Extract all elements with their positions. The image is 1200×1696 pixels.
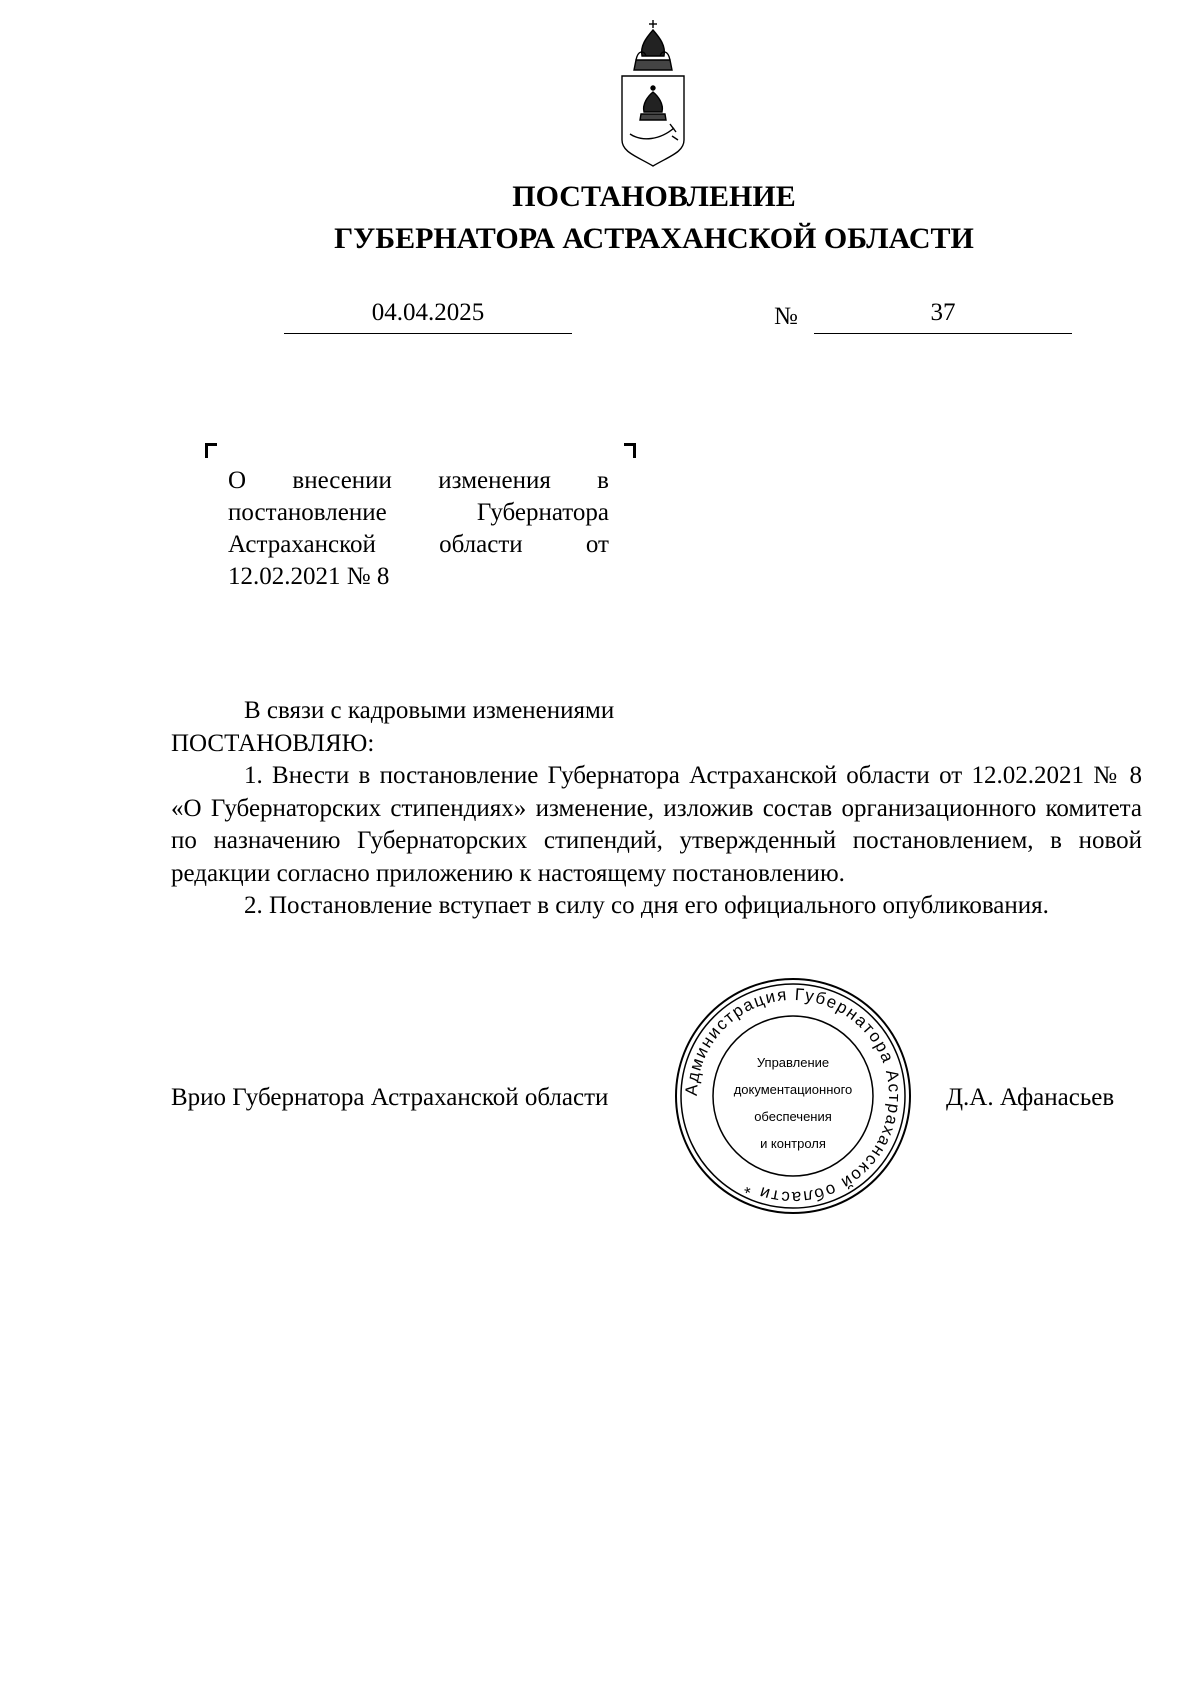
stamp-center-line: обеспечения <box>754 1109 832 1124</box>
stamp-center-line: Управление <box>756 1055 830 1070</box>
stamp-center-line: и контроля <box>760 1136 826 1151</box>
subject-corner-right <box>624 443 636 458</box>
subject-line: постановление Губернатора <box>228 499 609 526</box>
document-subject <box>228 465 609 593</box>
decree-item-1: 1. Внести в постановление Губернатора Астраханской области от 12.02.2021 № 8 «О Губернаторских стипендиях» изменение, изложив состав организационного комитета по назначению Губернаторских стипендий, утвержденный постановлением, в новой редакции согласно приложению к настоящему постановлению. <box>171 762 1142 887</box>
document-title: ПОСТАНОВЛЕНИЕ <box>512 180 796 213</box>
decree-word: ПОСТАНОВЛЯЮ: <box>171 729 375 757</box>
document-heading <box>0 176 1200 260</box>
official-stamp <box>674 977 912 1215</box>
stamp-ring-text: Администрация Губернатора Астраханской области * <box>681 984 905 1208</box>
stamp-center-line: документационного <box>733 1082 853 1097</box>
document-number: 37 <box>814 297 1072 334</box>
number-sign: № <box>774 303 798 330</box>
document-date: 04.04.2025 <box>284 297 572 334</box>
decree-item-2: 2. Постановление вступает в силу со дня его официального опубликования. <box>244 892 1049 919</box>
preamble: В связи с кадровыми изменениями <box>244 697 615 724</box>
signature-name: Д.А. Афанасьев <box>946 1084 1115 1111</box>
coat-of-arms-icon <box>614 16 692 172</box>
document-subtitle: ГУБЕРНАТОРА АСТРАХАНСКОЙ ОБЛАСТИ <box>334 222 974 255</box>
subject-line: Астраханской области от <box>228 531 609 558</box>
subject-corner-left <box>205 443 217 458</box>
subject-line: О внесении изменения в <box>228 467 609 494</box>
document-body <box>171 695 1142 923</box>
signature-title: Врио Губернатора Астраханской области <box>171 1084 609 1111</box>
subject-line: 12.02.2021 № 8 <box>228 563 390 590</box>
